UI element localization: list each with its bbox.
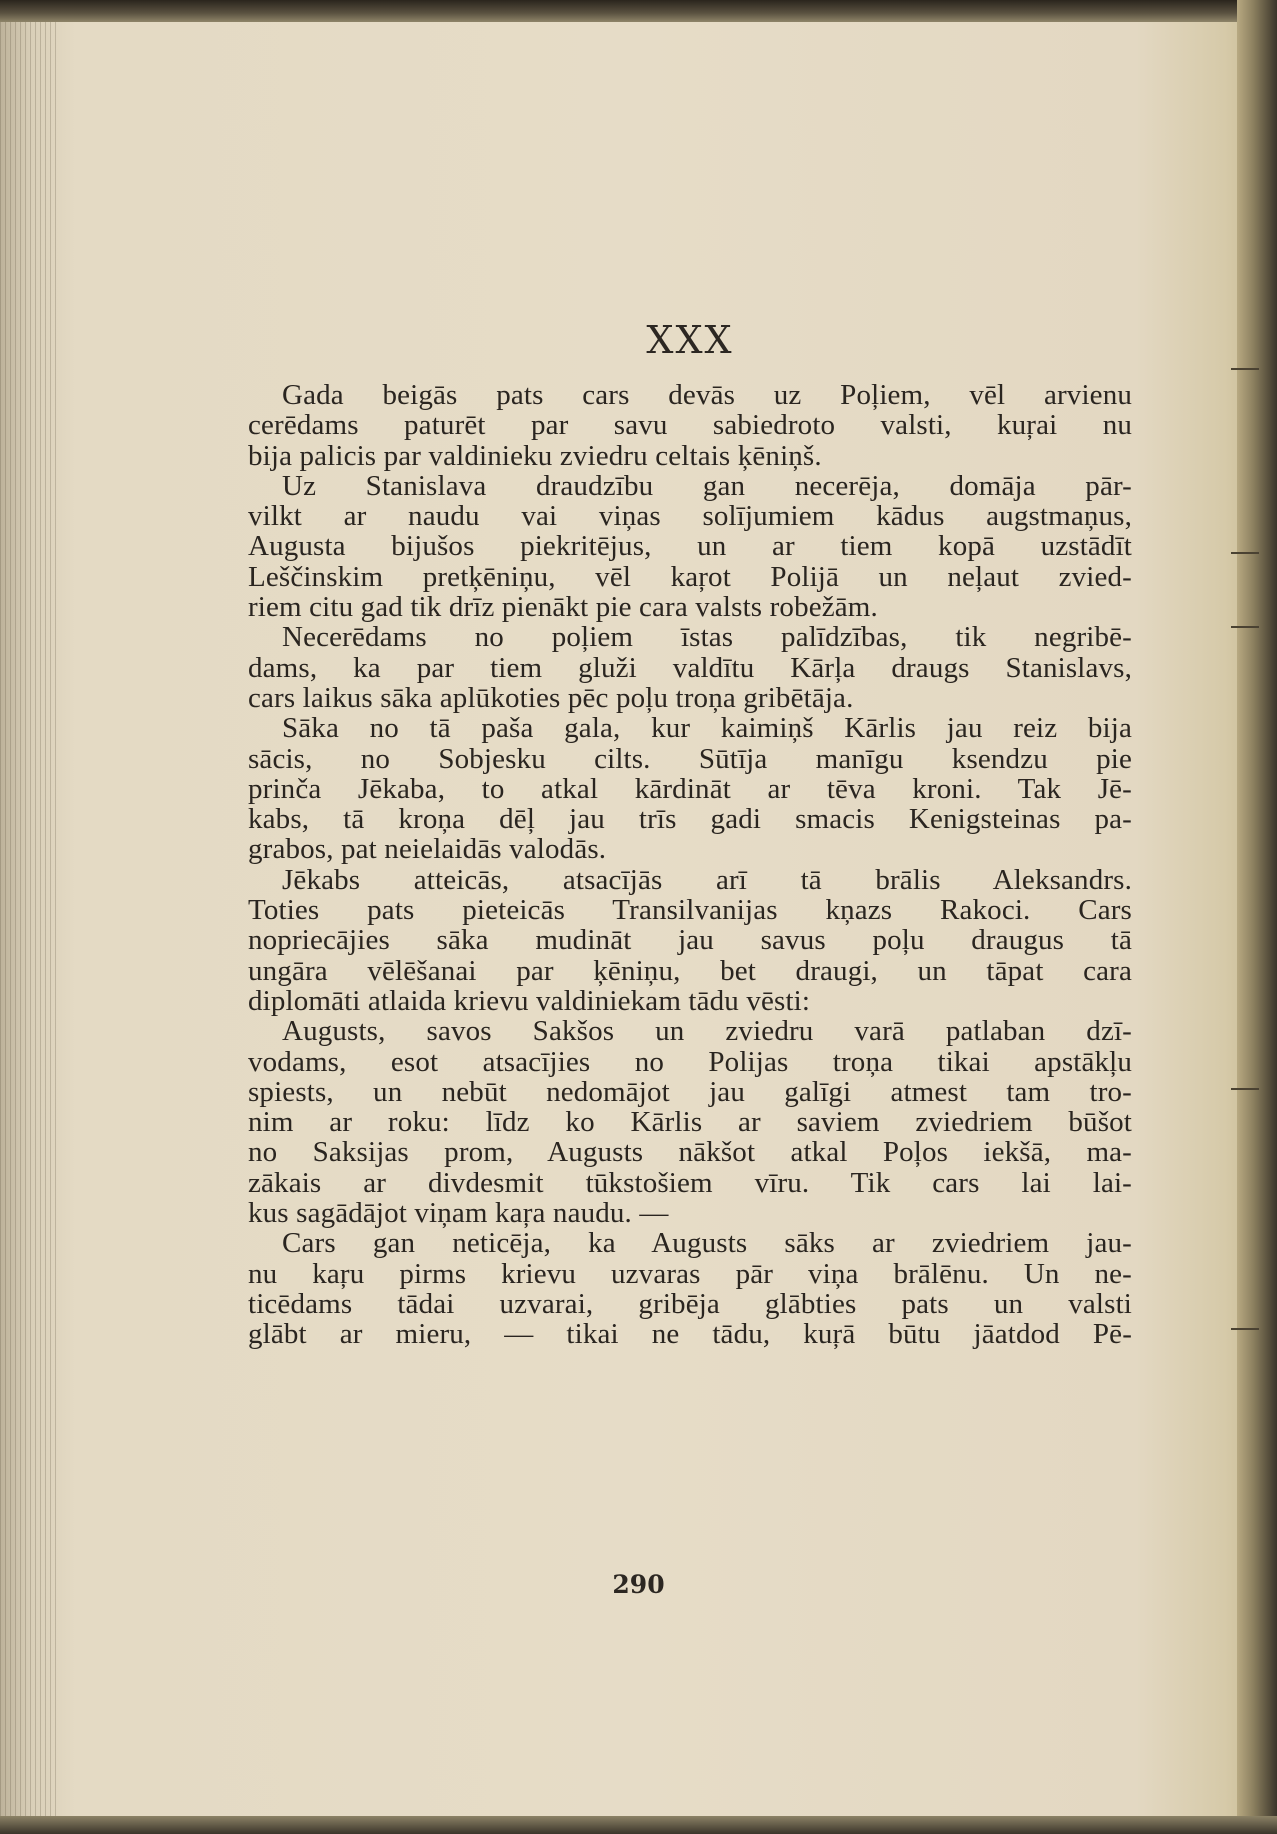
chapter-heading: XXX <box>646 318 734 362</box>
text-line: kus sagādājot viņam kaŗa naudu. — <box>248 1197 669 1230</box>
text-line: Cars gan neticēja, ka Augusts sāks ar zviedriem jau- <box>282 1227 1132 1260</box>
page-number: 290 <box>612 1570 665 1599</box>
text-line: no Saksijas prom, Augusts nākšot atkal Poļos iekšā, ma- <box>248 1136 1132 1169</box>
text-line: prinča Jēkaba, to atkal kārdināt ar tēva kroni. Tak Jē- <box>248 772 1132 805</box>
edge-mark <box>1231 368 1259 370</box>
text-line: Toties pats pieteicās Transilvanijas kņazs Rakoci. Cars <box>248 894 1132 927</box>
text-line: glābt ar mieru, — tikai ne tādu, kuŗā būtu jāatdod Pē- <box>248 1318 1132 1351</box>
text-line: Augusts, savos Sakšos un zviedru varā patlaban dzī- <box>282 1015 1132 1048</box>
text-line: Gada beigās pats cars devās uz Poļiem, vēl arvienu <box>282 379 1132 411</box>
text-line: Necerēdams no poļiem īstas palīdzības, tik negribē- <box>282 621 1132 654</box>
text-line: Sāka no tā paša gala, kur kaimiņš Kārlis jau reiz bija <box>282 712 1132 745</box>
text-line: nim ar roku: līdz ko Kārlis ar saviem zviedriem būšot <box>248 1106 1132 1139</box>
text-line: ticēdams tādai uzvarai, gribēja glābties pats un valsti <box>248 1287 1132 1320</box>
text-line: bija palicis par valdinieku zviedru celtais ķēniņš. <box>248 439 822 472</box>
edge-mark <box>1231 552 1259 554</box>
body-text <box>248 380 1132 1350</box>
text-line: sācis, no Sobjesku cilts. Sūtīja manīgu ksendzu pie <box>248 742 1132 775</box>
bottom-edge <box>0 1816 1277 1834</box>
text-line: nopriecājies sāka mudināt jau savus poļu draugus tā <box>248 924 1132 957</box>
right-page-edge <box>1237 0 1277 1834</box>
text-line: vodams, esot atsacījies no Polijas troņa tikai apstākļu <box>248 1045 1132 1078</box>
top-edge <box>0 0 1277 22</box>
text-line: Leščinskim pretķēniņu, vēl kaŗot Polijā un neļaut zvied- <box>248 560 1132 593</box>
edge-mark <box>1231 626 1259 628</box>
text-line: kabs, tā kroņa dēļ jau trīs gadi smacis Kenigsteinas pa- <box>248 803 1132 836</box>
page-edges <box>0 16 60 1834</box>
text-line: riem citu gad tik drīz pienākt pie cara valsts robežām. <box>248 591 878 624</box>
text-line: spiests, un nebūt nedomājot jau galīgi atmest tam tro- <box>248 1075 1132 1108</box>
text-line: diplomāti atlaida krievu valdiniekam tādu vēsti: <box>248 984 811 1017</box>
page-content <box>248 310 1132 1350</box>
text-line: grabos, pat neielaidās valodās. <box>248 833 607 866</box>
text-line: dams, ka par tiem gluži valdītu Kārļa draugs Stanislavs, <box>248 651 1132 684</box>
edge-mark <box>1231 1088 1259 1090</box>
edge-mark <box>1231 1328 1259 1330</box>
text-line: Uz Stanislava draudzību gan necerēja, domāja pār- <box>282 469 1132 502</box>
text-line: ungāra vēlēšanai par ķēniņu, bet draugi, un tāpat cara <box>248 954 1132 987</box>
text-line: nu kaŗu pirms krievu uzvaras pār viņa brālēnu. Un ne- <box>248 1257 1132 1290</box>
text-line: cerēdams paturēt par savu sabiedroto valsti, kuŗai nu <box>248 409 1132 442</box>
text-line: cars laikus sāka aplūkoties pēc poļu troņa gribētāja. <box>248 681 854 714</box>
text-line: Augusta bijušos piekritējus, un ar tiem kopā uzstādīt <box>248 530 1132 563</box>
text-line: Jēkabs atteicās, atsacījās arī tā brālis Aleksandrs. <box>282 863 1132 896</box>
text-line: zākais ar divdesmit tūkstošiem vīru. Tik cars lai lai- <box>248 1166 1132 1199</box>
text-line: vilkt ar naudu vai viņas solījumiem kādus augstmaņus, <box>248 500 1132 533</box>
